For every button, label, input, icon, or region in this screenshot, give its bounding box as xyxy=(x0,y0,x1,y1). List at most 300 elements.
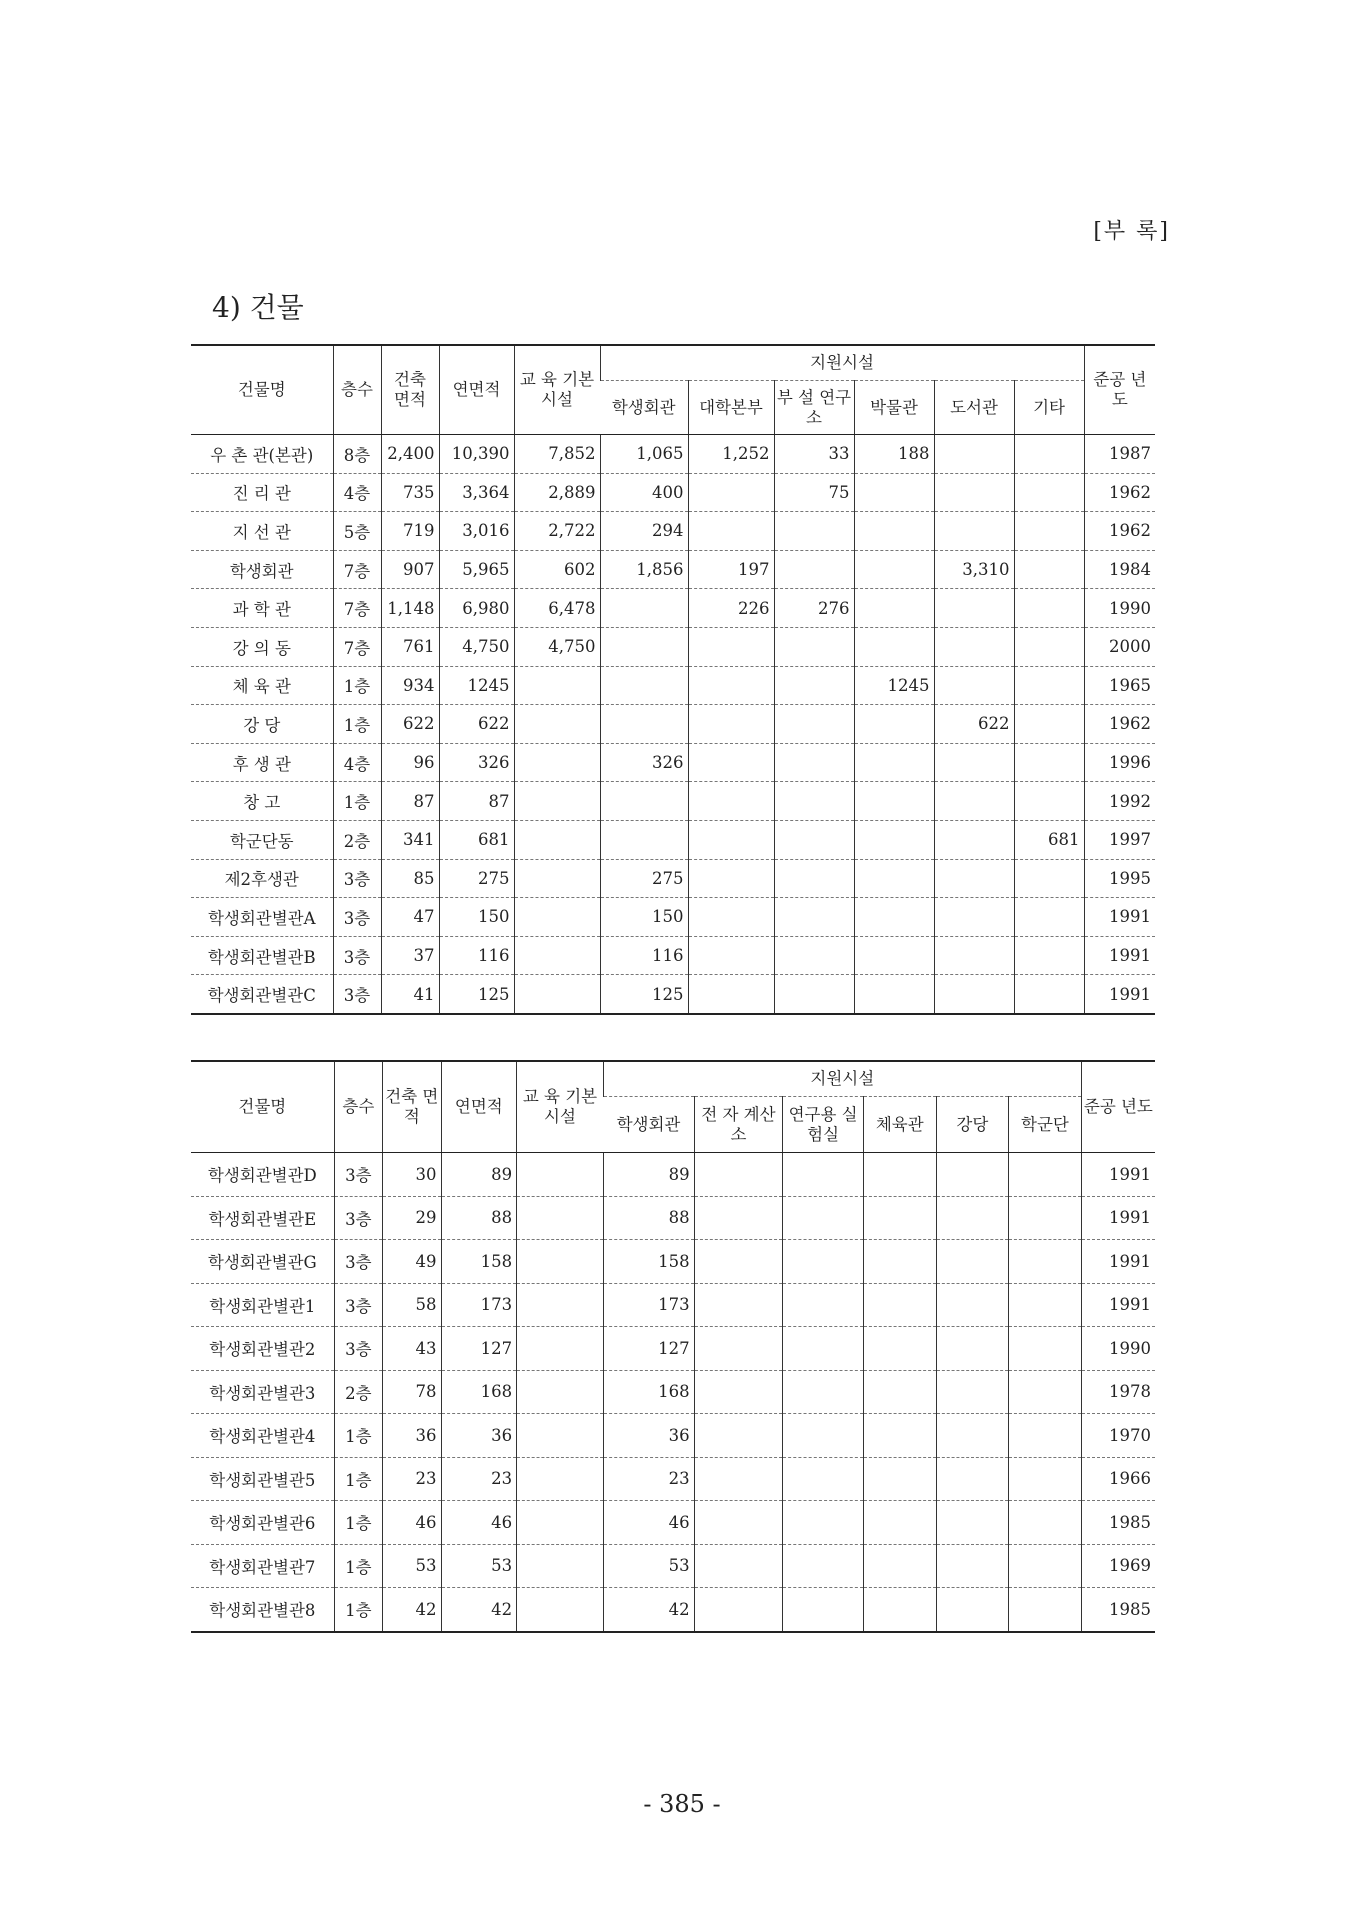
value-cell xyxy=(1009,1240,1082,1284)
table-row xyxy=(191,859,1155,898)
floors-cell: 1층 xyxy=(333,705,381,744)
floors-cell: 3층 xyxy=(334,1240,382,1284)
value-cell xyxy=(854,820,934,859)
value-cell: 42 xyxy=(383,1588,441,1632)
value-cell: 226 xyxy=(688,589,774,628)
floors-cell: 3층 xyxy=(333,936,381,975)
floors-cell: 7층 xyxy=(333,627,381,666)
table-row xyxy=(191,898,1155,937)
value-cell: 735 xyxy=(381,473,439,512)
value-cell xyxy=(774,550,854,589)
value-cell xyxy=(517,1240,604,1284)
year-cell: 1995 xyxy=(1084,859,1155,898)
building-name-cell: 학생회관별관6 xyxy=(191,1501,334,1545)
value-cell: 276 xyxy=(774,589,854,628)
floors-cell: 4층 xyxy=(333,473,381,512)
table-row xyxy=(191,666,1155,705)
header-support-col: 연구용 실험실 xyxy=(783,1097,864,1153)
value-cell xyxy=(1009,1327,1082,1371)
value-cell xyxy=(694,1240,783,1284)
value-cell: 1245 xyxy=(439,666,514,705)
table-row xyxy=(191,473,1155,512)
table-row xyxy=(191,936,1155,975)
value-cell xyxy=(854,550,934,589)
value-cell xyxy=(1014,975,1084,1014)
value-cell: 47 xyxy=(381,898,439,937)
value-cell xyxy=(694,1501,783,1545)
value-cell xyxy=(514,820,600,859)
header-building-area: 건축 면적 xyxy=(383,1061,441,1153)
value-cell xyxy=(774,820,854,859)
value-cell: 341 xyxy=(381,820,439,859)
table-row xyxy=(191,1327,1155,1371)
table-row xyxy=(191,820,1155,859)
header-support-facilities: 지원시설 xyxy=(600,345,1084,381)
value-cell xyxy=(863,1370,936,1414)
building-name-cell: 창 고 xyxy=(191,782,333,821)
header-support-col: 도서관 xyxy=(934,381,1014,435)
value-cell xyxy=(1009,1457,1082,1501)
year-cell: 1990 xyxy=(1081,1327,1155,1371)
value-cell xyxy=(783,1588,864,1632)
value-cell xyxy=(774,859,854,898)
value-cell: 36 xyxy=(603,1414,694,1458)
value-cell xyxy=(774,512,854,551)
table-row xyxy=(191,1544,1155,1588)
value-cell xyxy=(1009,1153,1082,1197)
value-cell: 681 xyxy=(439,820,514,859)
value-cell xyxy=(600,820,688,859)
header-support-col: 박물관 xyxy=(854,381,934,435)
building-name-cell: 학생회관별관B xyxy=(191,936,333,975)
value-cell xyxy=(517,1196,604,1240)
value-cell xyxy=(1014,473,1084,512)
header-building-name: 건물명 xyxy=(191,1061,334,1153)
value-cell xyxy=(1014,859,1084,898)
value-cell xyxy=(934,782,1014,821)
value-cell xyxy=(517,1457,604,1501)
value-cell: 33 xyxy=(774,435,854,474)
year-cell: 1991 xyxy=(1081,1240,1155,1284)
value-cell xyxy=(600,782,688,821)
value-cell xyxy=(1014,550,1084,589)
value-cell: 761 xyxy=(381,627,439,666)
value-cell: 719 xyxy=(381,512,439,551)
value-cell xyxy=(517,1414,604,1458)
value-cell xyxy=(934,859,1014,898)
building-name-cell: 진 리 관 xyxy=(191,473,333,512)
value-cell xyxy=(600,705,688,744)
table-row xyxy=(191,627,1155,666)
table-row xyxy=(191,782,1155,821)
value-cell xyxy=(1009,1283,1082,1327)
value-cell xyxy=(688,898,774,937)
building-name-cell: 학생회관별관3 xyxy=(191,1370,334,1414)
value-cell xyxy=(854,473,934,512)
value-cell: 602 xyxy=(514,550,600,589)
value-cell xyxy=(783,1544,864,1588)
floors-cell: 3층 xyxy=(333,859,381,898)
value-cell xyxy=(688,782,774,821)
value-cell xyxy=(783,1457,864,1501)
value-cell: 49 xyxy=(383,1240,441,1284)
floors-cell: 4층 xyxy=(333,743,381,782)
year-cell: 1969 xyxy=(1081,1544,1155,1588)
value-cell xyxy=(514,782,600,821)
value-cell xyxy=(936,1544,1009,1588)
value-cell xyxy=(600,627,688,666)
value-cell: 6,980 xyxy=(439,589,514,628)
building-name-cell: 학생회관별관A xyxy=(191,898,333,937)
value-cell: 4,750 xyxy=(514,627,600,666)
value-cell: 41 xyxy=(381,975,439,1014)
value-cell: 622 xyxy=(381,705,439,744)
floors-cell: 7층 xyxy=(333,550,381,589)
building-name-cell: 과 학 관 xyxy=(191,589,333,628)
value-cell xyxy=(1009,1544,1082,1588)
value-cell: 1,148 xyxy=(381,589,439,628)
year-cell: 1970 xyxy=(1081,1414,1155,1458)
header-floors: 층수 xyxy=(333,345,381,435)
value-cell: 116 xyxy=(439,936,514,975)
table-row xyxy=(191,1457,1155,1501)
table-row xyxy=(191,550,1155,589)
value-cell: 275 xyxy=(600,859,688,898)
value-cell: 6,478 xyxy=(514,589,600,628)
value-cell: 275 xyxy=(439,859,514,898)
year-cell: 1991 xyxy=(1084,936,1155,975)
value-cell xyxy=(934,975,1014,1014)
value-cell: 23 xyxy=(603,1457,694,1501)
floors-cell: 5층 xyxy=(333,512,381,551)
value-cell xyxy=(688,473,774,512)
value-cell xyxy=(936,1283,1009,1327)
value-cell xyxy=(854,859,934,898)
year-cell: 1991 xyxy=(1081,1196,1155,1240)
header-floor-area: 연면적 xyxy=(441,1061,517,1153)
value-cell: 125 xyxy=(439,975,514,1014)
value-cell: 89 xyxy=(441,1153,517,1197)
value-cell xyxy=(1014,627,1084,666)
value-cell: 197 xyxy=(688,550,774,589)
year-cell: 2000 xyxy=(1084,627,1155,666)
value-cell xyxy=(688,859,774,898)
value-cell xyxy=(863,1457,936,1501)
table-2-body xyxy=(191,1153,1155,1632)
value-cell: 4,750 xyxy=(439,627,514,666)
value-cell xyxy=(1014,589,1084,628)
value-cell xyxy=(1009,1414,1082,1458)
buildings-table-1 xyxy=(191,344,1155,1015)
value-cell: 53 xyxy=(603,1544,694,1588)
value-cell: 37 xyxy=(381,936,439,975)
header-support-col: 전 자 계산소 xyxy=(694,1097,783,1153)
value-cell: 127 xyxy=(441,1327,517,1371)
header-support-col: 체육관 xyxy=(863,1097,936,1153)
value-cell xyxy=(1009,1501,1082,1545)
value-cell xyxy=(936,1240,1009,1284)
value-cell xyxy=(863,1414,936,1458)
value-cell xyxy=(863,1283,936,1327)
value-cell xyxy=(854,975,934,1014)
value-cell xyxy=(517,1370,604,1414)
value-cell xyxy=(774,627,854,666)
year-cell: 1985 xyxy=(1081,1588,1155,1632)
value-cell xyxy=(1014,666,1084,705)
header-support-col: 부 설 연구소 xyxy=(774,381,854,435)
value-cell: 88 xyxy=(603,1196,694,1240)
value-cell: 78 xyxy=(383,1370,441,1414)
value-cell xyxy=(863,1196,936,1240)
building-name-cell: 강 의 동 xyxy=(191,627,333,666)
value-cell xyxy=(934,589,1014,628)
floors-cell: 1층 xyxy=(334,1544,382,1588)
value-cell xyxy=(694,1196,783,1240)
value-cell xyxy=(783,1414,864,1458)
value-cell: 42 xyxy=(603,1588,694,1632)
value-cell: 158 xyxy=(603,1240,694,1284)
value-cell: 10,390 xyxy=(439,435,514,474)
year-cell: 1991 xyxy=(1084,898,1155,937)
floors-cell: 3층 xyxy=(334,1283,382,1327)
building-name-cell: 우 촌 관(본관) xyxy=(191,435,333,474)
value-cell: 158 xyxy=(441,1240,517,1284)
building-name-cell: 학생회관별관7 xyxy=(191,1544,334,1588)
value-cell: 23 xyxy=(441,1457,517,1501)
value-cell xyxy=(934,743,1014,782)
value-cell xyxy=(694,1544,783,1588)
value-cell xyxy=(774,743,854,782)
year-cell: 1965 xyxy=(1084,666,1155,705)
value-cell xyxy=(688,627,774,666)
value-cell xyxy=(783,1153,864,1197)
building-name-cell: 학생회관별관C xyxy=(191,975,333,1014)
value-cell xyxy=(694,1457,783,1501)
value-cell: 150 xyxy=(600,898,688,937)
table-row xyxy=(191,1370,1155,1414)
value-cell xyxy=(514,898,600,937)
value-cell: 46 xyxy=(603,1501,694,1545)
value-cell: 326 xyxy=(600,743,688,782)
value-cell xyxy=(934,820,1014,859)
value-cell xyxy=(783,1370,864,1414)
value-cell xyxy=(934,666,1014,705)
value-cell: 173 xyxy=(441,1283,517,1327)
value-cell: 36 xyxy=(383,1414,441,1458)
value-cell: 3,364 xyxy=(439,473,514,512)
value-cell: 116 xyxy=(600,936,688,975)
year-cell: 1984 xyxy=(1084,550,1155,589)
value-cell xyxy=(774,782,854,821)
appendix-label: [부 록] xyxy=(1093,219,1170,244)
value-cell xyxy=(783,1196,864,1240)
year-cell: 1990 xyxy=(1084,589,1155,628)
value-cell xyxy=(694,1153,783,1197)
header-building-area: 건축 면적 xyxy=(381,345,439,435)
floors-cell: 2층 xyxy=(334,1370,382,1414)
value-cell: 88 xyxy=(441,1196,517,1240)
value-cell: 46 xyxy=(383,1501,441,1545)
table-1-body xyxy=(191,435,1155,1014)
value-cell: 622 xyxy=(439,705,514,744)
value-cell: 7,852 xyxy=(514,435,600,474)
value-cell xyxy=(936,1153,1009,1197)
value-cell xyxy=(934,936,1014,975)
floors-cell: 8층 xyxy=(333,435,381,474)
value-cell xyxy=(783,1283,864,1327)
header-support-col: 강당 xyxy=(936,1097,1009,1153)
floors-cell: 1층 xyxy=(334,1588,382,1632)
header-support-col: 기타 xyxy=(1014,381,1084,435)
building-name-cell: 학생회관별관D xyxy=(191,1153,334,1197)
building-name-cell: 학생회관별관5 xyxy=(191,1457,334,1501)
value-cell: 96 xyxy=(381,743,439,782)
value-cell: 127 xyxy=(603,1327,694,1371)
building-name-cell: 학생회관 xyxy=(191,550,333,589)
value-cell xyxy=(694,1283,783,1327)
value-cell xyxy=(934,473,1014,512)
value-cell xyxy=(688,512,774,551)
value-cell xyxy=(517,1327,604,1371)
year-cell: 1992 xyxy=(1084,782,1155,821)
header-education-facilities: 교 육 기본시설 xyxy=(517,1061,604,1153)
value-cell xyxy=(783,1501,864,1545)
value-cell xyxy=(514,705,600,744)
value-cell: 87 xyxy=(439,782,514,821)
value-cell xyxy=(517,1501,604,1545)
value-cell: 3,016 xyxy=(439,512,514,551)
value-cell xyxy=(854,705,934,744)
year-cell: 1985 xyxy=(1081,1501,1155,1545)
value-cell: 907 xyxy=(381,550,439,589)
value-cell xyxy=(934,512,1014,551)
value-cell xyxy=(854,627,934,666)
value-cell xyxy=(934,435,1014,474)
value-cell xyxy=(517,1588,604,1632)
value-cell xyxy=(936,1414,1009,1458)
value-cell xyxy=(854,936,934,975)
value-cell: 400 xyxy=(600,473,688,512)
value-cell xyxy=(514,975,600,1014)
value-cell: 36 xyxy=(441,1414,517,1458)
value-cell: 87 xyxy=(381,782,439,821)
year-cell: 1978 xyxy=(1081,1370,1155,1414)
building-name-cell: 학생회관별관1 xyxy=(191,1283,334,1327)
value-cell xyxy=(694,1327,783,1371)
value-cell xyxy=(1014,512,1084,551)
table-row xyxy=(191,743,1155,782)
value-cell xyxy=(1014,705,1084,744)
value-cell xyxy=(854,898,934,937)
value-cell: 125 xyxy=(600,975,688,1014)
value-cell: 85 xyxy=(381,859,439,898)
floors-cell: 1층 xyxy=(334,1501,382,1545)
section-title: 4) 건물 xyxy=(212,291,304,324)
year-cell: 1987 xyxy=(1084,435,1155,474)
value-cell xyxy=(863,1153,936,1197)
header-support-facilities: 지원시설 xyxy=(603,1061,1081,1097)
year-cell: 1962 xyxy=(1084,705,1155,744)
value-cell xyxy=(936,1588,1009,1632)
year-cell: 1991 xyxy=(1081,1153,1155,1197)
header-support-col: 대학본부 xyxy=(688,381,774,435)
table-row xyxy=(191,512,1155,551)
value-cell xyxy=(1009,1196,1082,1240)
table-row xyxy=(191,435,1155,474)
value-cell xyxy=(854,782,934,821)
floors-cell: 3층 xyxy=(333,898,381,937)
building-name-cell: 강 당 xyxy=(191,705,333,744)
value-cell xyxy=(1014,782,1084,821)
value-cell: 3,310 xyxy=(934,550,1014,589)
value-cell xyxy=(688,705,774,744)
value-cell: 42 xyxy=(441,1588,517,1632)
value-cell xyxy=(936,1196,1009,1240)
value-cell: 150 xyxy=(439,898,514,937)
value-cell: 29 xyxy=(383,1196,441,1240)
value-cell xyxy=(863,1544,936,1588)
value-cell xyxy=(774,666,854,705)
header-education-facilities: 교 육 기본시설 xyxy=(514,345,600,435)
table-row xyxy=(191,705,1155,744)
building-name-cell: 제2후생관 xyxy=(191,859,333,898)
value-cell: 1,856 xyxy=(600,550,688,589)
value-cell xyxy=(1014,898,1084,937)
value-cell: 58 xyxy=(383,1283,441,1327)
value-cell: 2,400 xyxy=(381,435,439,474)
value-cell xyxy=(854,589,934,628)
header-floor-area: 연면적 xyxy=(439,345,514,435)
table-row xyxy=(191,1501,1155,1545)
value-cell xyxy=(1014,743,1084,782)
table-row xyxy=(191,1153,1155,1197)
page-number: - 385 - xyxy=(643,1790,721,1818)
value-cell: 2,722 xyxy=(514,512,600,551)
table-row xyxy=(191,975,1155,1014)
year-cell: 1962 xyxy=(1084,512,1155,551)
value-cell: 75 xyxy=(774,473,854,512)
value-cell: 326 xyxy=(439,743,514,782)
header-floors: 층수 xyxy=(334,1061,382,1153)
value-cell xyxy=(774,936,854,975)
value-cell xyxy=(514,936,600,975)
floors-cell: 7층 xyxy=(333,589,381,628)
value-cell xyxy=(1009,1370,1082,1414)
value-cell xyxy=(688,936,774,975)
value-cell xyxy=(600,589,688,628)
floors-cell: 3층 xyxy=(333,975,381,1014)
table-row xyxy=(191,1240,1155,1284)
value-cell xyxy=(514,859,600,898)
floors-cell: 1층 xyxy=(334,1457,382,1501)
year-cell: 1966 xyxy=(1081,1457,1155,1501)
value-cell xyxy=(863,1588,936,1632)
value-cell: 1245 xyxy=(854,666,934,705)
value-cell xyxy=(688,820,774,859)
value-cell xyxy=(774,898,854,937)
floors-cell: 3층 xyxy=(334,1196,382,1240)
header-support-col: 학군단 xyxy=(1009,1097,1082,1153)
value-cell xyxy=(863,1501,936,1545)
header-completion-year: 준공 년도 xyxy=(1084,345,1155,435)
value-cell xyxy=(688,743,774,782)
value-cell: 5,965 xyxy=(439,550,514,589)
value-cell: 1,252 xyxy=(688,435,774,474)
value-cell xyxy=(1009,1588,1082,1632)
building-name-cell: 학생회관별관8 xyxy=(191,1588,334,1632)
value-cell xyxy=(783,1240,864,1284)
building-name-cell: 체 육 관 xyxy=(191,666,333,705)
